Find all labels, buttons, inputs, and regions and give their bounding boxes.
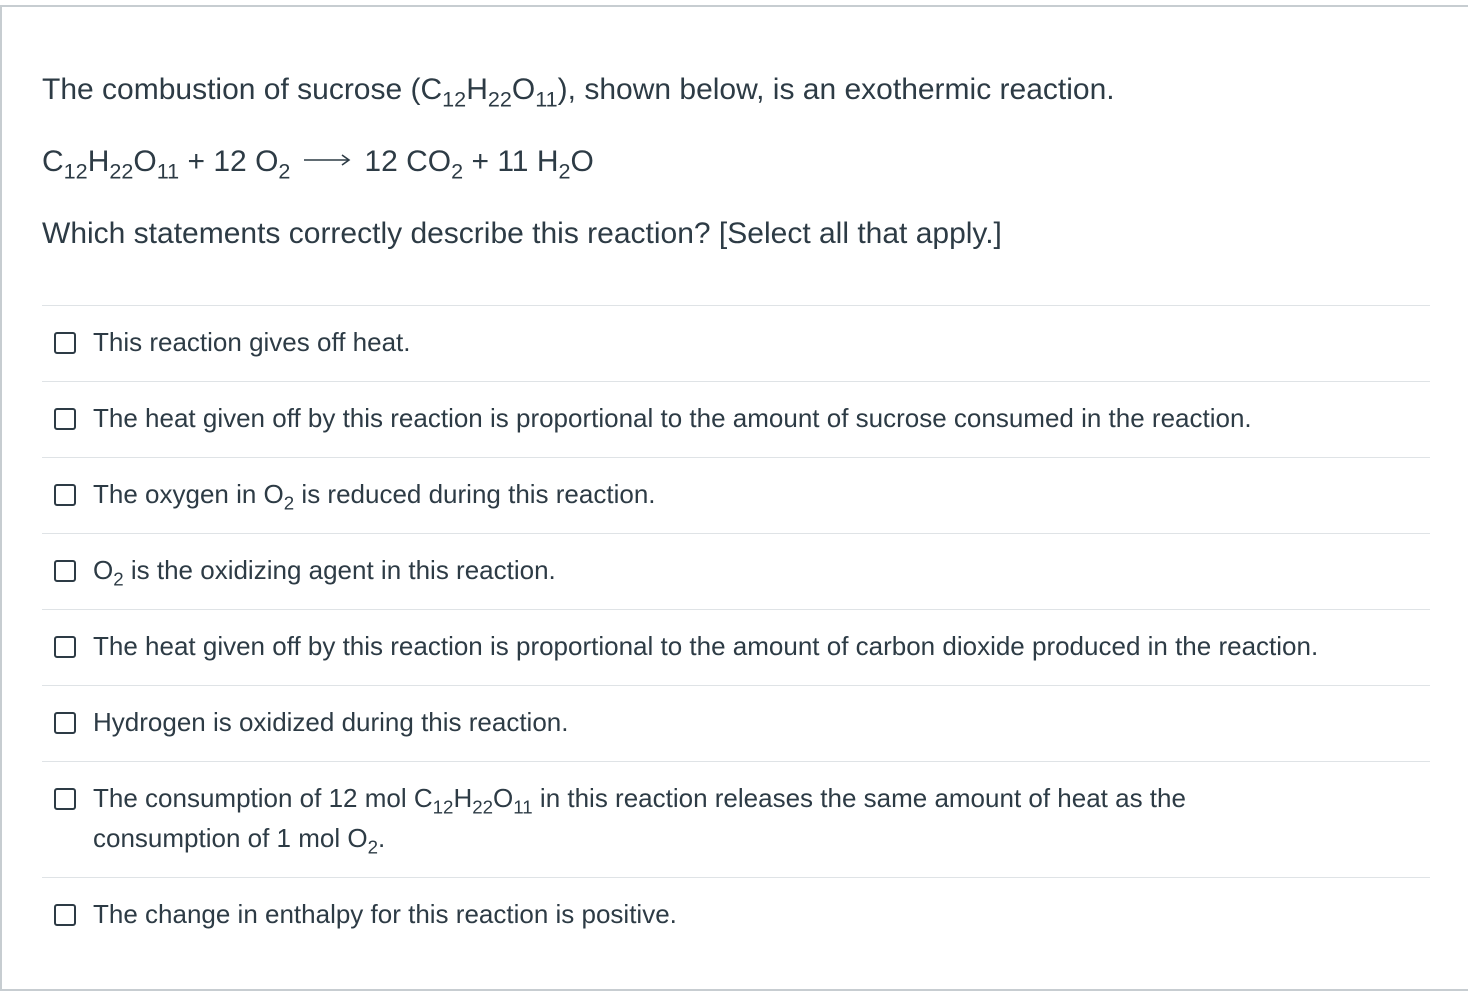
- answer-label: The change in enthalpy for this reaction is positive.: [93, 899, 677, 929]
- answer-option-6[interactable]: [42, 686, 1430, 762]
- answer-label: The heat given off by this reaction is proportional to the amount of sucrose consumed in the reaction.: [93, 403, 1252, 433]
- answer-label: The heat given off by this reaction is proportional to the amount of carbon dioxide produced in the reaction.: [93, 631, 1319, 661]
- answer-option-5[interactable]: [42, 610, 1430, 686]
- checkbox[interactable]: [54, 484, 76, 506]
- answer-label: This reaction gives off heat.: [93, 327, 411, 357]
- checkbox[interactable]: [54, 636, 76, 658]
- checkbox[interactable]: [54, 408, 76, 430]
- answer-list: [42, 305, 1430, 954]
- checkbox[interactable]: [54, 560, 76, 582]
- question-prompt: Which statements correctly describe this reaction? [Select all that apply.]: [42, 217, 1002, 250]
- reaction-arrow-icon: [302, 150, 352, 170]
- checkbox[interactable]: [54, 332, 76, 354]
- answer-option-7[interactable]: [42, 762, 1430, 878]
- answer-option-2[interactable]: [42, 382, 1430, 458]
- answer-label: Hydrogen is oxidized during this reaction.: [93, 707, 569, 737]
- reaction-equation: $C_{12}H_{22}O_{11} + 12$ $O_2$ 12 $CO_2 + 11$ $H_2O$: [42, 145, 594, 184]
- answer-option-4[interactable]: [42, 534, 1430, 610]
- answer-option-8[interactable]: [42, 878, 1430, 954]
- checkbox[interactable]: [54, 712, 76, 734]
- answer-option-1[interactable]: [42, 306, 1430, 382]
- checkbox[interactable]: [54, 788, 76, 810]
- answer-label: $O_2$ is the oxidizing agent in this reaction.: [93, 555, 556, 590]
- answer-label: The consumption of 12 mol $C_{12}H_{22}O_{11}$ in this reaction releases the same amount of heat as the consumption of 1 mol $O_2$.: [93, 783, 1186, 858]
- question-intro: The combustion of sucrose $(C_{12}H_{22}O_{11})$, shown below, is an exothermic reaction.: [42, 73, 1115, 112]
- answer-label: The oxygen in $O_2$ is reduced during this reaction.: [93, 479, 656, 514]
- answer-option-3[interactable]: [42, 458, 1430, 534]
- checkbox[interactable]: [54, 904, 76, 926]
